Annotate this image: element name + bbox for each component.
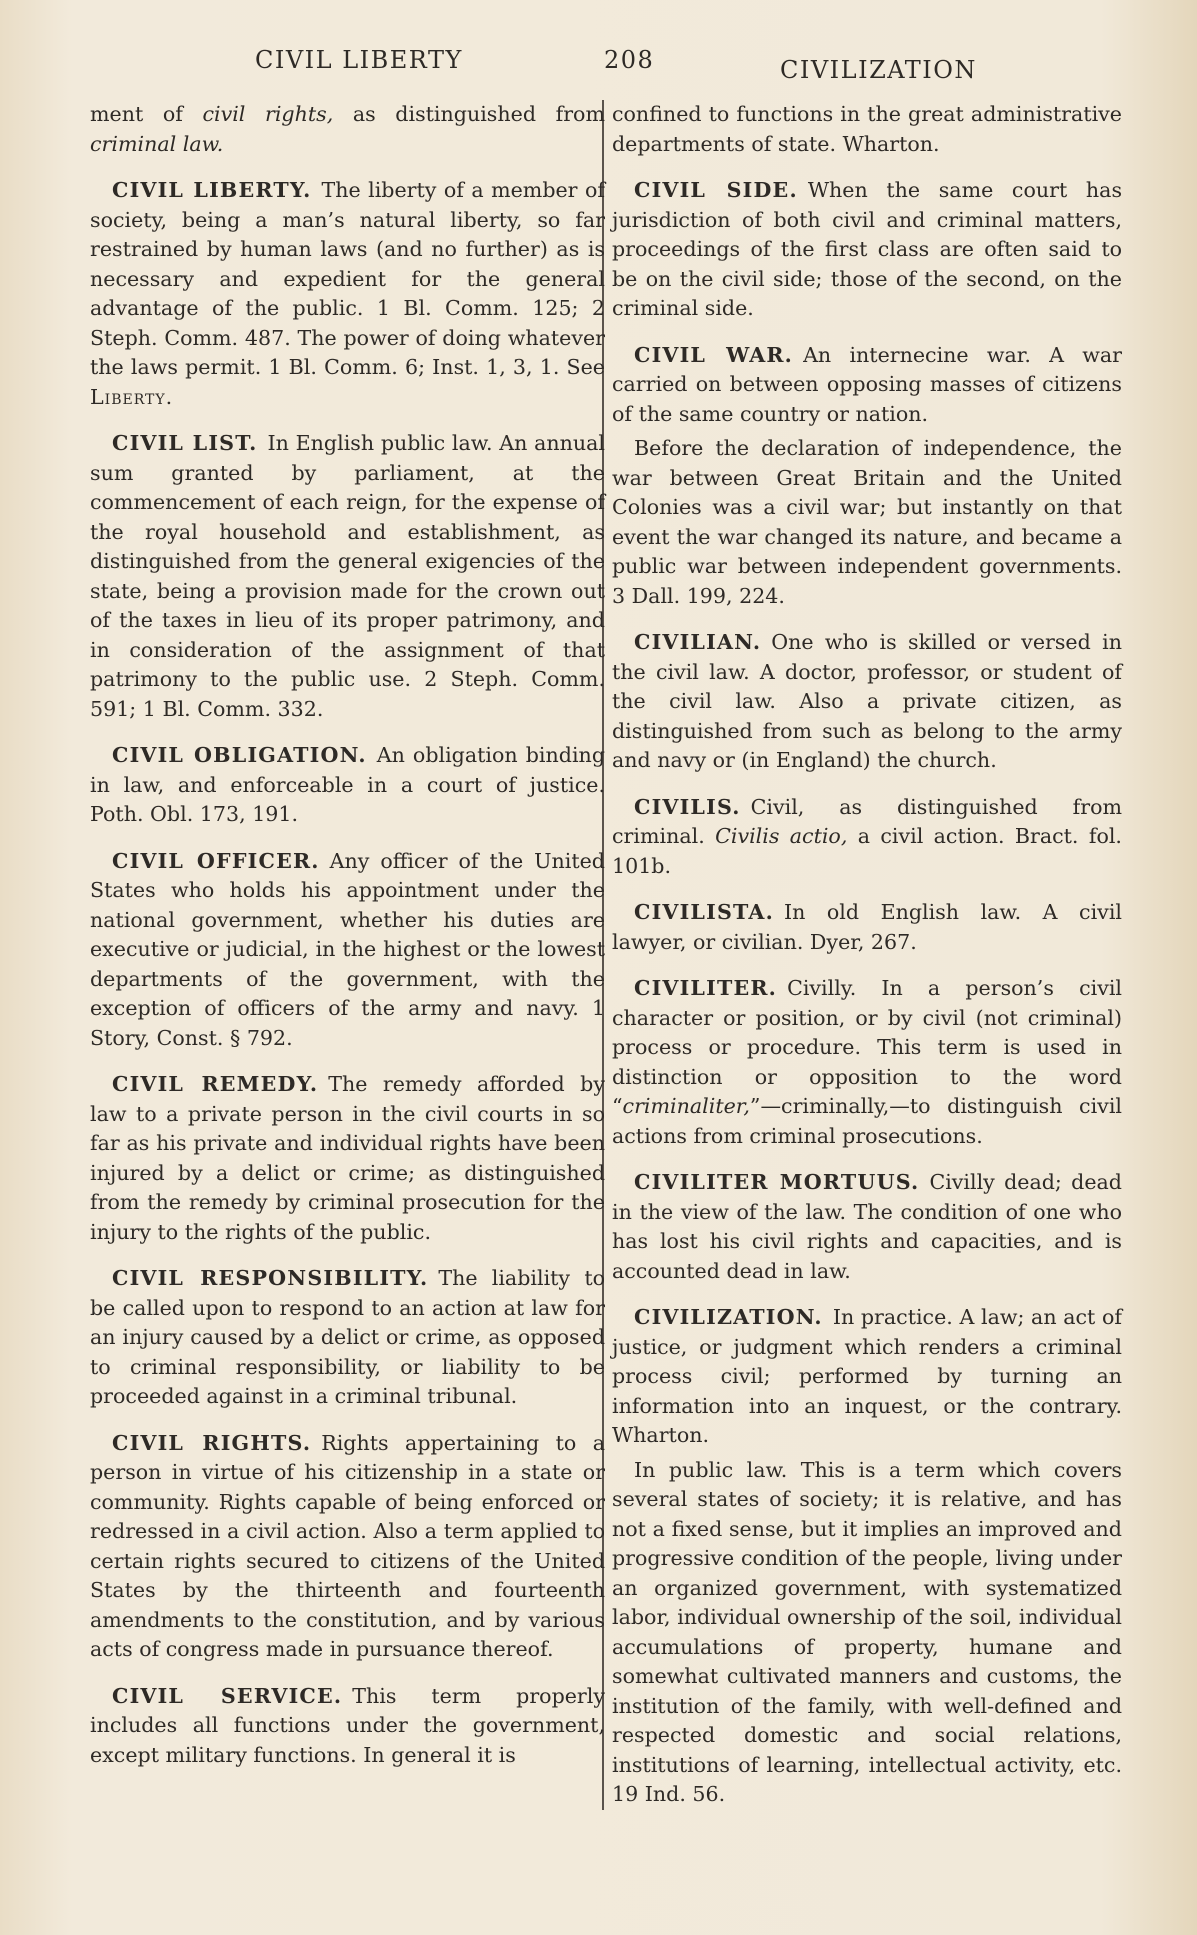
page-number: 208 [604,46,655,74]
entry-term: CIVIL OFFICER. [112,848,320,873]
entry-civil-obligation [90,741,605,830]
cross-reference: Liberty. [90,384,174,409]
entry-term: CIVIL RIGHTS. [112,1430,312,1455]
entry-term: CIVIL REMEDY. [112,1072,319,1096]
entry-text: Before the declaration of independence, the war between Great Britain and the United Colonies was a civil war; but instantly on that event the war changed its nature, and became a public war between independent governments. 3 Dall. 199, 224. [612,436,1122,608]
entry-civilization [612,1303,1122,1451]
entry-text: An internecine war. A war carried on between opposing masses of citizens of the same country or nation. [612,342,1123,426]
entry-text: The liberty of a member of society, being a man’s natural liberty, so far restrained by human laws (and no further) as is necessary and expedient for the general advantage of the public. 1 Bl. Comm. 125; 2 Steph. Comm. 487. The power of doing whatever the laws permit. 1 Bl. Comm. 6; Inst. 1, 3, 1. See [90,178,605,379]
entry-continuation [612,100,1122,159]
entry-civil-officer [90,847,605,1054]
entry-civiliter: CIVILITER. Civilly. In a person’s civil character or position, or by civil (not criminal) process or procedure. This term is used in distinction or opposition to the word “criminaliter,”—criminally,—to distinguish civil actions from criminal prosecutions. [612,976,1122,1148]
entry-civilian [612,628,1122,776]
entry-text: In English public law. An annual sum granted by parliament, at the commencement of each reign, for the expense of the royal household and establishment, as distinguished from the general exigencies of the state, being a provision made for the crown out of the taxes in lieu of its proper patrimony, and in consideration of the assignment of that patrimony to the public use. 2 Steph. Comm. 591; 1 Bl. Comm. 332. [90,431,606,721]
entry-term: CIVILISTA. [634,900,774,924]
entry-text: Rights appertaining to a person in virtue of his citizenship in a state or community. Rights capable of being enforced or redressed in a civil action. Also a term applied to certain rights secured to citizens of the United States by the thirteenth and fourteenth amendments to the constitution, and by various acts of congress made in pursuance thereof. [90,1430,605,1661]
entry-term: CIVIL RESPONSIBILITY. [112,1266,429,1290]
entry-term: CIVILIAN. [634,630,762,654]
entry-civilista [612,898,1122,957]
entry-civilization-paragraph [612,1456,1122,1810]
entry-text: An obligation binding in law, and enforceable in a court of justice. Poth. Obl. 173, 191. [90,743,606,826]
entry-civil-list [90,429,605,724]
entry-civil-remedy [90,1070,605,1247]
entry-text: In old English law. A civil lawyer, or civilian. Dyer, 267. [612,900,1122,954]
entry-civil-rights [90,1429,605,1665]
entry-text: confined to functions in the great administrative departments of state. Wharton. [612,102,1122,156]
entry-text: One who is skilled or versed in the civil law. A doctor, professor, or student of the civil law. Also a private citizen, as distinguished from such as belong to the army and navy or (in England) the church. [612,630,1122,772]
left-column [90,100,605,1787]
entry-text: The remedy afforded by law to a private person in the civil courts in so far as his private and individual rights have been injured by a delict or crime; as distinguished from the remedy by criminal prosecution for the injury to the rights of the public. [90,1072,605,1244]
entry-continuation: ment of civil rights, as distinguished from criminal law. [90,102,605,156]
entry-civil-war [612,341,1122,430]
entry-term: CIVILIS. [634,794,741,819]
entry-civil-side [612,176,1122,324]
entry-civil-service [90,1682,605,1771]
entry-civilis: CIVILIS. Civil, as distinguished from criminal. Civilis actio, a civil action. Bract. fol. 101b. [612,794,1122,878]
entry-text: In practice. A law; an act of justice, or judgment which renders a criminal process civil; performed by turning an information into an inquest, or the contrary. Wharton. [612,1305,1122,1447]
entry-text: Civilly dead; dead in the view of the law. The condition of one who has lost his civil rights and capacities, and is accounted dead in law. [612,1170,1122,1283]
entry-term: CIVILITER MORTUUS. [634,1170,920,1194]
running-header [0,42,1197,82]
header-left-guide-word: CIVIL LIBERTY [255,46,463,74]
entry-term: CIVIL LIST. [112,431,258,455]
entry-term: CIVILITER. [634,976,778,1000]
entry-text: In public law. This is a term which covers several states of society; it is relative, and has not a fixed sense, but it implies an improved and progressive condition of the people, living under an organized government, with systematized labor, individual ownership of the soil, individual accumulations of property, humane and somewhat cultivated manners and customs, the institution of the family, with well-defined and respected domestic and social relations, institutions of learning, intellectual activity, etc. 19 Ind. 56. [612,1457,1122,1806]
entry-term: CIVIL SIDE. [634,178,798,202]
entry-term: CIVILIZATION. [634,1305,823,1329]
entry-civil-responsibility [90,1264,605,1412]
entry-civil-war-paragraph [612,434,1122,611]
entry-term: CIVIL SERVICE. [112,1683,343,1708]
entry-term: CIVIL LIBERTY. [112,178,312,202]
entry-civil-liberty [90,176,605,412]
entry-text: The liability to be called upon to respond to an action at law for an injury caused by a delict or crime, as opposed to criminal responsibility, or liability to be proceeded against in a criminal tribunal. [90,1266,605,1408]
entry-text: Any officer of the United States who holds his appointment under the national government, whether his duties are executive or judicial, in the highest or the lowest departments of the government, with the exception of officers of the army and navy. 1 Story, Const. § 792. [90,848,605,1050]
entry-text: When the same court has jurisdiction of both civil and criminal matters, proceedings of the first class are often said to be on the civil side; those of the second, on the criminal side. [612,178,1123,320]
header-right-guide-word: CIVILIZATION [780,56,977,84]
entry-text: This term properly includes all functions under the government, except military functions. In general it is [90,1683,605,1767]
right-column [612,100,1122,1827]
entry-civiliter-mortuus [612,1168,1122,1286]
entry-term: CIVIL WAR. [634,342,794,367]
entry-term: CIVIL OBLIGATION. [112,743,367,767]
